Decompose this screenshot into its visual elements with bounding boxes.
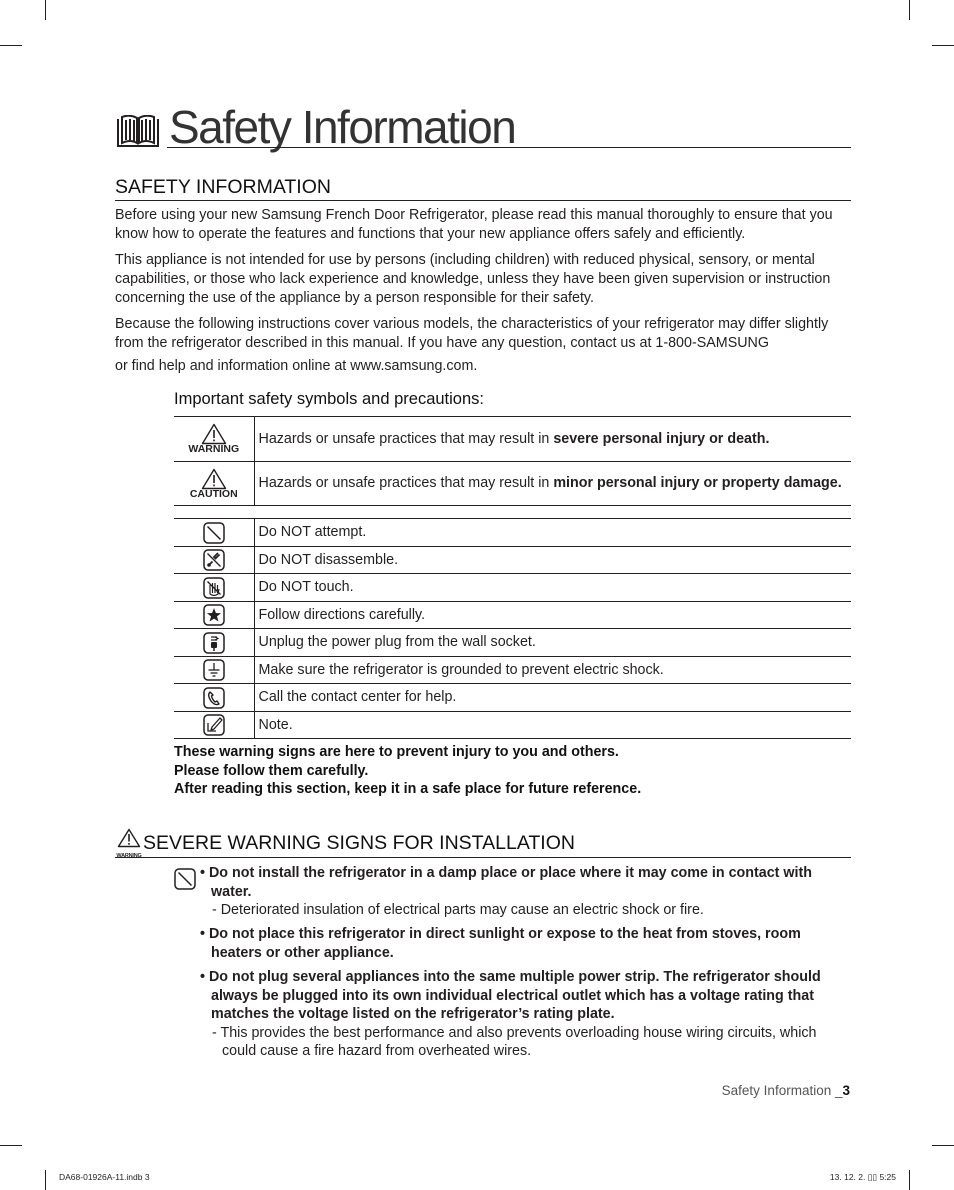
crop-mark	[932, 1145, 954, 1146]
book-icon	[115, 115, 161, 149]
symbol-text: Call the contact center for help.	[254, 684, 851, 712]
intro-paragraph: Because the following instructions cover various models, the characteristics of your refrigerator may differ slightly from the refrigerator described in this manual. If you have any question, contact us at 1-800-SAMSUNG	[115, 316, 829, 351]
caution-triangle-icon	[201, 468, 227, 490]
caution-text	[254, 462, 851, 506]
footer-label: Safety Information _	[721, 1083, 843, 1098]
warning-triangle-icon	[201, 423, 227, 445]
warning-badge-label: WARNING	[116, 853, 142, 859]
warning-text-plain: Hazards or unsafe practices that may result in	[258, 430, 554, 447]
warning-text-bold: severe personal injury or death.	[553, 430, 770, 447]
symbol-row	[174, 657, 851, 684]
bullet-text: • Do not plug several appliances into the same multiple power strip. The refrigerator should always be plugged into its own individual electrical outlet which has a voltage rating that matches the voltage listed on the refrigerator’s rating plate.	[200, 969, 821, 1022]
warning-label: WARNING	[188, 443, 240, 455]
symbol-row	[174, 602, 851, 629]
crop-mark	[45, 1170, 46, 1190]
symbols-table	[174, 518, 851, 739]
page-number: 3	[842, 1083, 850, 1098]
note-icon	[203, 714, 225, 736]
warning-signs-note	[174, 743, 641, 799]
caution-cell	[174, 462, 254, 506]
bullet-text: • Do not place this refrigerator in direct sunlight or expose to the heat from stoves, room heaters or other appliance.	[200, 926, 801, 961]
warning-row	[174, 417, 851, 462]
phone-icon	[203, 687, 225, 709]
bullet-item	[200, 864, 851, 920]
intro-paragraph: This appliance is not intended for use by persons (including children) with reduced physical, sensory, or mental capabilities, or those who lack experience and knowledge, unless they have been given supervision or instruction concerning the use of the appliance by a person responsible for their safety.	[115, 252, 831, 306]
crop-mark	[909, 0, 910, 20]
bullet-text: • Do not install the refrigerator in a damp place or place where it may come in contact with water.	[200, 865, 812, 900]
note-line: These warning signs are here to prevent injury to you and others.	[174, 744, 619, 760]
warning-text	[254, 417, 851, 462]
do-not-touch-icon	[203, 577, 225, 599]
symbol-text: Note.	[254, 712, 851, 739]
chapter-rule	[167, 147, 851, 148]
do-not-attempt-icon	[203, 522, 225, 544]
symbol-text: Follow directions carefully.	[254, 602, 851, 629]
page-footer	[722, 1083, 850, 1098]
bullet-item	[200, 925, 851, 962]
warning-badge	[115, 828, 143, 859]
crop-mark	[932, 45, 954, 46]
symbol-row	[174, 547, 851, 574]
section-heading: SAFETY INFORMATION	[115, 176, 851, 201]
symbol-text: Unplug the power plug from the wall socket.	[254, 629, 851, 657]
symbol-row	[174, 684, 851, 712]
warning-triangle-icon	[117, 828, 141, 848]
symbol-text: Make sure the refrigerator is grounded to prevent electric shock.	[254, 657, 851, 684]
print-slug-right: 13. 12. 2. ▯▯ 5:25	[829, 1172, 896, 1182]
bullet-subtext: - Deteriorated insulation of electrical parts may cause an electric shock or fire.	[212, 902, 704, 918]
chapter-title: Safety Information	[169, 101, 516, 153]
intro-paragraph: Before using your new Samsung French Door Refrigerator, please read this manual thoroughly to ensure that you know how to operate the features and functions that your new appliance offers safely and efficiently.	[115, 207, 833, 242]
crop-mark	[909, 1170, 910, 1190]
symbol-row	[174, 712, 851, 739]
crop-mark	[45, 0, 46, 20]
section-heading: SEVERE WARNING SIGNS FOR INSTALLATION	[143, 832, 575, 854]
crop-mark	[0, 45, 22, 46]
note-line: Please follow them carefully.	[174, 762, 369, 779]
symbol-text: Do NOT touch.	[254, 574, 851, 602]
ground-icon	[203, 659, 225, 681]
do-not-attempt-icon	[174, 868, 196, 890]
bullet-subtext: - This provides the best performance and also prevents overloading house wiring circuits, which could cause a fire hazard from overheated wires.	[212, 1024, 817, 1059]
do-not-disassemble-icon	[203, 549, 225, 571]
caution-row	[174, 462, 851, 506]
bullet-item	[200, 968, 851, 1061]
caution-text-plain: Hazards or unsafe practices that may result in	[258, 475, 554, 491]
crop-mark	[0, 1145, 22, 1146]
spacer-row	[174, 506, 851, 519]
unplug-icon	[203, 632, 225, 654]
symbols-heading: Important safety symbols and precautions:	[174, 390, 484, 408]
symbol-row	[174, 629, 851, 657]
symbol-row	[174, 574, 851, 602]
symbol-text: Do NOT attempt.	[254, 519, 851, 547]
caution-label: CAUTION	[189, 487, 238, 500]
chapter-header	[115, 100, 851, 153]
symbol-text: Do NOT disassemble.	[254, 547, 851, 574]
note-line: After reading this section, keep it in a safe place for future reference.	[174, 781, 642, 797]
symbol-row	[174, 519, 851, 547]
installation-warning-header	[115, 828, 851, 858]
hazard-table	[174, 416, 851, 519]
caution-text-bold: minor personal injury or property damage.	[553, 475, 842, 491]
intro-paragraph: or find help and information online at www.samsung.com.	[115, 358, 478, 374]
print-slug-left: DA68-01926A-11.indb 3	[59, 1172, 150, 1182]
follow-directions-icon	[203, 604, 225, 626]
warning-cell	[174, 417, 254, 462]
